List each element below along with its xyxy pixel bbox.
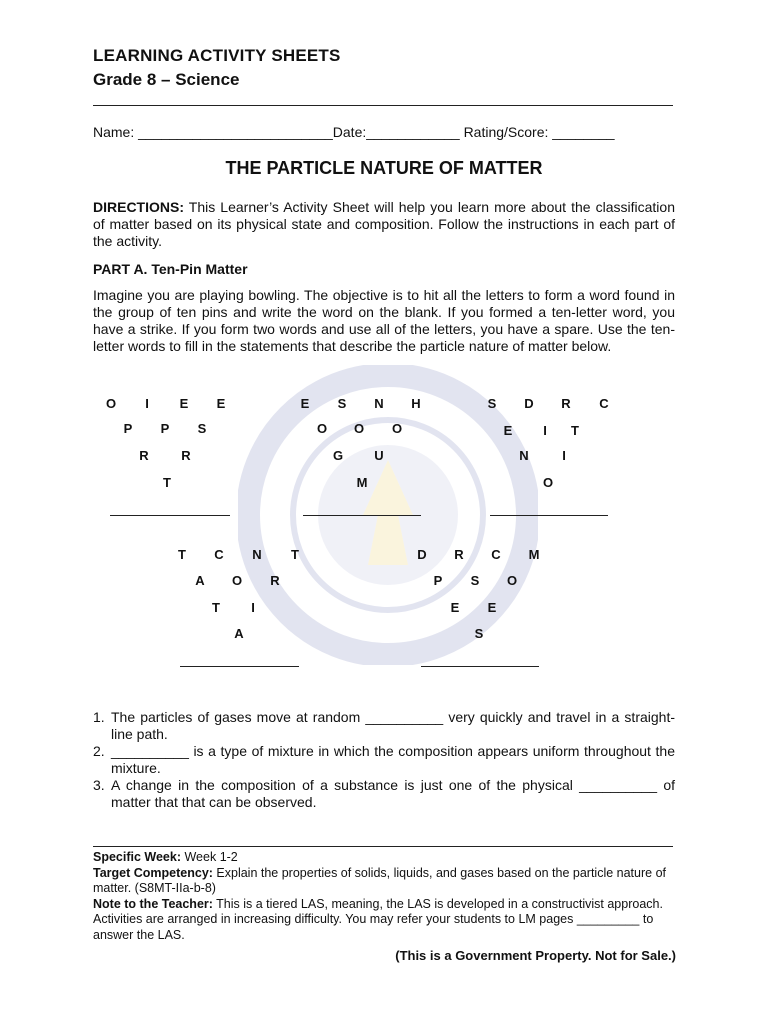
pin-letter: I	[543, 423, 547, 438]
pin-letter: E	[179, 396, 189, 411]
pin-letter: H	[411, 396, 421, 411]
pin-letter: S	[487, 396, 497, 411]
pin-letter: O	[105, 396, 117, 411]
pin-letter: T	[571, 423, 579, 438]
directions	[93, 199, 675, 250]
pin-letter: E	[487, 600, 497, 615]
sheet-title: LEARNING ACTIVITY SHEETS	[93, 46, 341, 65]
pin-letter: O	[542, 475, 554, 490]
pin-letter: C	[599, 396, 609, 411]
pin-letter: N	[252, 547, 262, 562]
pin-letter: U	[374, 448, 384, 463]
part-a-title: PART A. Ten-Pin Matter	[93, 261, 248, 277]
pin-letter: O	[353, 421, 365, 436]
pin-letter: A	[234, 626, 244, 641]
question-text: The particles of gases move at random __________ very quickly and travel in a straight-line path.	[111, 709, 675, 742]
question-number: 2.	[93, 743, 105, 759]
questions-list	[93, 709, 675, 811]
pin-letter: O	[506, 573, 518, 588]
pin-letter: R	[270, 573, 280, 588]
pin-letter: O	[391, 421, 403, 436]
pin-letter: S	[470, 573, 480, 588]
pin-letter: P	[433, 573, 443, 588]
pin-letter: C	[214, 547, 224, 562]
pin-letter: T	[163, 475, 171, 490]
pin-letter: T	[212, 600, 220, 615]
footer	[93, 850, 675, 943]
pin-letter: E	[300, 396, 310, 411]
part-a-instructions: Imagine you are playing bowling. The objective is to hit all the letters to form a word found in the group of ten pins and write the word on the blank. If you formed a ten-letter word, you have a strike. If you form two words and use all of the letters, you have a spare. Use the ten-letter words to fill in the statements that describe the particle nature of matter below.	[93, 287, 675, 354]
footer-divider	[93, 846, 673, 847]
pin-letter: S	[197, 421, 207, 436]
pin-letter: N	[374, 396, 384, 411]
question-text: A change in the composition of a substance is just one of the physical __________ of matter that that can be observed.	[111, 777, 675, 810]
pin-letter: D	[417, 547, 427, 562]
answer-blank-2[interactable]	[303, 515, 421, 516]
question-number: 3.	[93, 777, 105, 793]
pin-letter: P	[160, 421, 170, 436]
pin-letter: E	[503, 423, 513, 438]
pin-letter: M	[356, 475, 368, 490]
question-item	[93, 777, 675, 811]
question-item	[93, 709, 675, 743]
directions-label: DIRECTIONS:	[93, 199, 184, 215]
pin-letter: I	[145, 396, 149, 411]
answer-blank-5[interactable]	[421, 666, 539, 667]
pin-letter: I	[562, 448, 566, 463]
government-property-note: (This is a Government Property. Not for Sale.)	[395, 948, 676, 963]
pin-letter: E	[216, 396, 226, 411]
answer-blank-4[interactable]	[180, 666, 299, 667]
pin-letter: N	[519, 448, 529, 463]
target-competency: Target Competency: Explain the properties of solids, liquids, and gases based on the particle nature of matter. (S8MT-IIa-b-8)	[93, 865, 666, 895]
name-date-score-line: Name: _________________________Date:____________ Rating/Score: ________	[93, 124, 615, 140]
specific-week: Specific Week: Week 1-2	[93, 850, 238, 864]
pin-letter: R	[139, 448, 149, 463]
pin-letter: G	[332, 448, 344, 463]
note-to-teacher: Note to the Teacher: This is a tiered LAS, meaning, the LAS is developed in a constructivist approach. Activities are arranged in increasing difficulty. You may refer your students to LM pages _________ to answer the LAS.	[93, 896, 663, 942]
directions-text: This Learner’s Activity Sheet will help you learn more about the classification of matter based on its physical state and composition. Follow the instructions in each part of the activity.	[93, 199, 675, 249]
pin-letter: I	[251, 600, 255, 615]
header-divider	[93, 105, 673, 106]
pin-letter: A	[195, 573, 205, 588]
answer-blank-3[interactable]	[490, 515, 608, 516]
pin-letter: R	[561, 396, 571, 411]
pin-letter: O	[231, 573, 243, 588]
answer-blank-1[interactable]	[110, 515, 230, 516]
pin-letter: C	[491, 547, 501, 562]
pin-letter: S	[474, 626, 484, 641]
pin-letter: M	[528, 547, 540, 562]
pin-letter: R	[181, 448, 191, 463]
activity-title: THE PARTICLE NATURE OF MATTER	[225, 158, 543, 178]
question-item	[93, 743, 675, 777]
pin-letter: D	[524, 396, 534, 411]
pin-letter: T	[291, 547, 299, 562]
pin-letter: R	[454, 547, 464, 562]
question-text: __________ is a type of mixture in which the composition appears uniform throughout the mixture.	[111, 743, 675, 776]
pin-letter: E	[450, 600, 460, 615]
grade-subject: Grade 8 – Science	[93, 70, 240, 89]
pin-letter: O	[316, 421, 328, 436]
pin-letter: S	[337, 396, 347, 411]
pin-letter: T	[178, 547, 186, 562]
question-number: 1.	[93, 709, 105, 725]
pin-letter: P	[123, 421, 133, 436]
